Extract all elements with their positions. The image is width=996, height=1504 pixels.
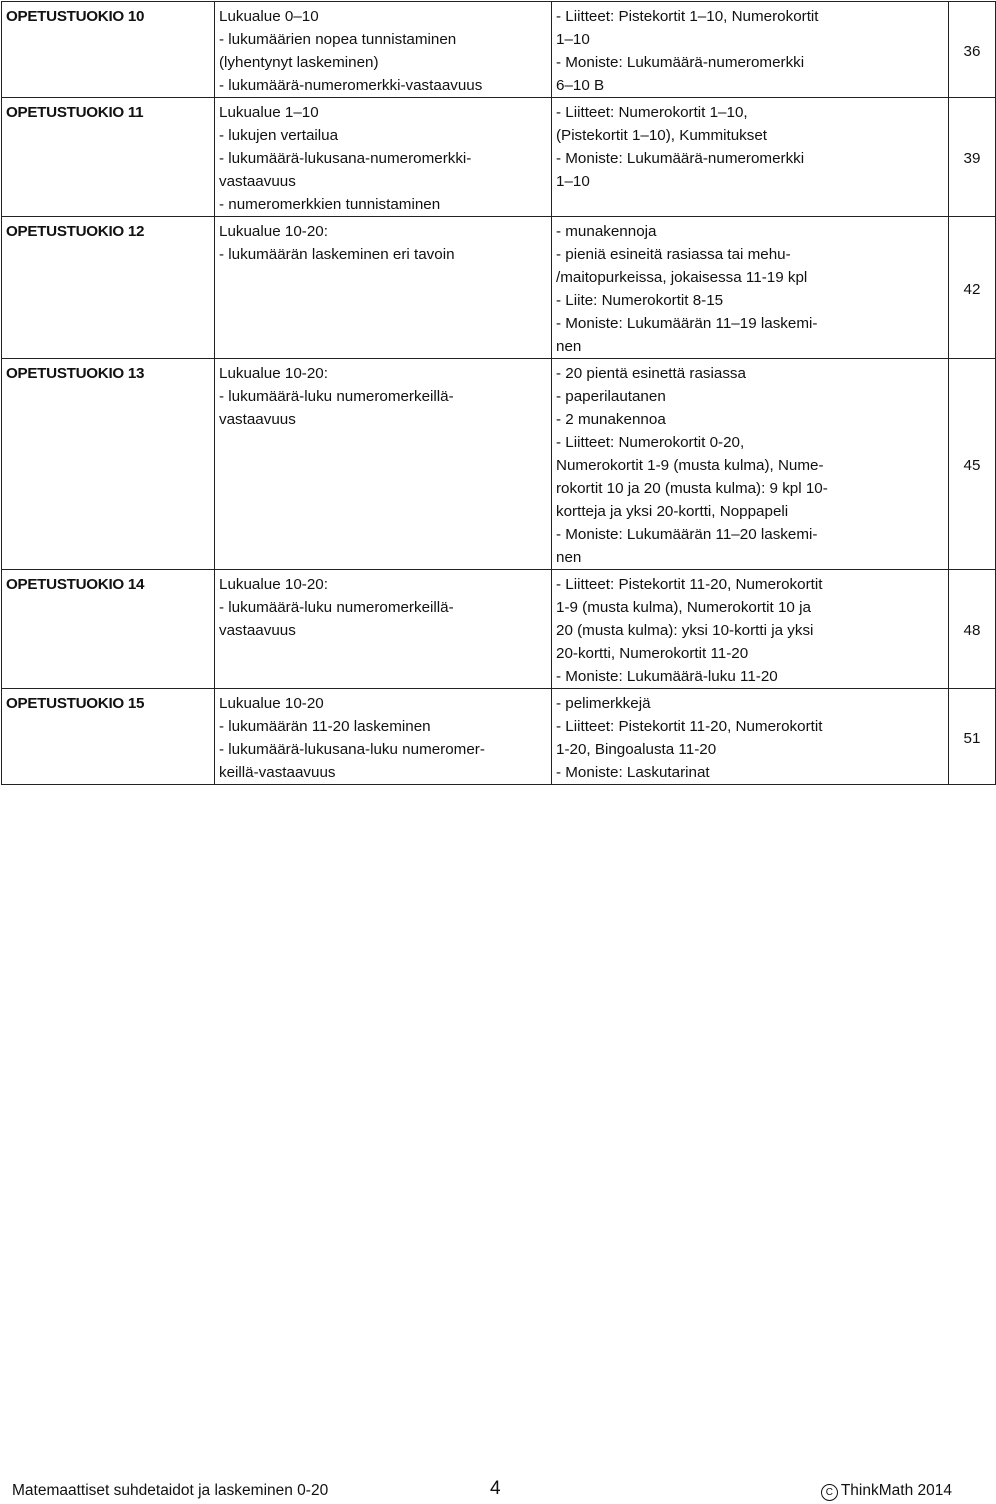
lesson-page-number: 51 bbox=[949, 689, 996, 785]
lesson-materials-line: - Liitteet: Numerokortit 1–10, bbox=[556, 104, 748, 121]
lesson-materials-line: kortteja ja yksi 20-kortti, Noppapeli bbox=[556, 503, 789, 520]
lesson-materials-line: - munakennoja bbox=[556, 223, 657, 240]
footer-title: Matemaattiset suhdetaidot ja laskeminen 0-20 bbox=[12, 1482, 329, 1499]
lesson-topic bbox=[215, 359, 552, 570]
lesson-materials-line: - Liitteet: Pistekortit 11-20, Numerokortit bbox=[556, 718, 823, 735]
lesson-topic-line: Lukualue 1–10 bbox=[219, 104, 319, 121]
lesson-materials-line: Numerokortit 1-9 (musta kulma), Nume- bbox=[556, 457, 824, 474]
lesson-materials-line: - Liitteet: Pistekortit 1–10, Numerokortit bbox=[556, 8, 819, 25]
lesson-materials-line: 1-9 (musta kulma), Numerokortit 10 ja bbox=[556, 599, 811, 616]
lesson-topic-line: Lukualue 0–10 bbox=[219, 8, 319, 25]
lesson-materials-line: /maitopurkeissa, jokaisessa 11-19 kpl bbox=[556, 269, 808, 286]
lesson-unit: OPETUSTUOKIO 11 bbox=[2, 98, 215, 217]
contents-table bbox=[1, 1, 996, 785]
lesson-materials-line: - Moniste: Lukumäärä-luku 11-20 bbox=[556, 668, 778, 685]
lesson-materials-line: - pieniä esineitä rasiassa tai mehu- bbox=[556, 246, 791, 263]
lesson-topic bbox=[215, 217, 552, 359]
lesson-topic-line: - numeromerkkien tunnistaminen bbox=[219, 196, 441, 213]
lesson-row bbox=[2, 217, 996, 359]
lesson-materials bbox=[552, 359, 949, 570]
lesson-row bbox=[2, 98, 996, 217]
lesson-topic-line: - lukumäärän laskeminen eri tavoin bbox=[219, 246, 455, 263]
lesson-topic-line: - lukumäärä-lukusana-numeromerkki- bbox=[219, 150, 472, 167]
footer-copyright-text: ThinkMath 2014 bbox=[840, 1482, 952, 1499]
lesson-materials-line: (Pistekortit 1–10), Kummitukset bbox=[556, 127, 768, 144]
page-footer bbox=[12, 1478, 952, 1504]
lesson-row bbox=[2, 689, 996, 785]
lesson-materials-line: rokortit 10 ja 20 (musta kulma): 9 kpl 10- bbox=[556, 480, 828, 497]
lesson-row bbox=[2, 359, 996, 570]
lesson-unit: OPETUSTUOKIO 13 bbox=[2, 359, 215, 570]
lesson-topic-line: Lukualue 10-20: bbox=[219, 576, 328, 593]
lesson-topic bbox=[215, 689, 552, 785]
copyright-icon: C bbox=[821, 1484, 838, 1501]
lesson-materials-line: 1-20, Bingoalusta 11-20 bbox=[556, 741, 717, 758]
lesson-topic bbox=[215, 98, 552, 217]
lesson-topic-line: keillä-vastaavuus bbox=[219, 764, 336, 781]
lesson-materials-line: - Moniste: Lukumäärä-numeromerkki bbox=[556, 150, 805, 167]
lesson-topic-line: - lukumäärä-lukusana-luku numeromer- bbox=[219, 741, 485, 758]
lesson-topic-line: Lukualue 10-20: bbox=[219, 365, 328, 382]
lesson-topic-line: - lukumäärän 11-20 laskeminen bbox=[219, 718, 431, 735]
lesson-materials-line: nen bbox=[556, 338, 582, 355]
lesson-materials bbox=[552, 98, 949, 217]
lesson-materials-line: - Moniste: Lukumäärä-numeromerkki bbox=[556, 54, 805, 71]
lesson-materials bbox=[552, 570, 949, 689]
lesson-materials-line: 20-kortti, Numerokortit 11-20 bbox=[556, 645, 749, 662]
lesson-topic-line: vastaavuus bbox=[219, 622, 296, 639]
lesson-topic-line: Lukualue 10-20 bbox=[219, 695, 324, 712]
lesson-topic bbox=[215, 570, 552, 689]
lesson-unit: OPETUSTUOKIO 10 bbox=[2, 2, 215, 98]
lesson-materials-line: - 20 pientä esinettä rasiassa bbox=[556, 365, 746, 382]
lesson-materials-line: 1–10 bbox=[556, 173, 590, 190]
footer-page-number: 4 bbox=[490, 1478, 501, 1499]
lesson-unit: OPETUSTUOKIO 14 bbox=[2, 570, 215, 689]
lesson-materials bbox=[552, 217, 949, 359]
lesson-materials-line: nen bbox=[556, 549, 582, 566]
lesson-topic bbox=[215, 2, 552, 98]
lesson-materials-line: - Moniste: Laskutarinat bbox=[556, 764, 710, 781]
lesson-materials-line: - Moniste: Lukumäärän 11–20 laskemi- bbox=[556, 526, 818, 543]
lesson-topic-line: Lukualue 10-20: bbox=[219, 223, 328, 240]
lesson-topic-line: vastaavuus bbox=[219, 411, 296, 428]
lesson-topic-line: (lyhentynyt laskeminen) bbox=[219, 54, 379, 71]
lesson-topic-line: - lukumäärä-numeromerkki-vastaavuus bbox=[219, 77, 483, 94]
footer-copyright bbox=[821, 1482, 952, 1501]
lesson-topic-line: vastaavuus bbox=[219, 173, 296, 190]
lesson-page-number: 39 bbox=[949, 98, 996, 217]
lesson-topic-line: - lukujen vertailua bbox=[219, 127, 339, 144]
lesson-materials-line: - Liitteet: Pistekortit 11-20, Numerokortit bbox=[556, 576, 823, 593]
lesson-materials-line: - Liite: Numerokortit 8-15 bbox=[556, 292, 724, 309]
lesson-unit: OPETUSTUOKIO 12 bbox=[2, 217, 215, 359]
lesson-topic-line: - lukumäärä-luku numeromerkeillä- bbox=[219, 599, 454, 616]
lesson-materials-line: 20 (musta kulma): yksi 10-kortti ja yksi bbox=[556, 622, 814, 639]
lesson-materials-line: 6–10 B bbox=[556, 77, 605, 94]
lesson-unit: OPETUSTUOKIO 15 bbox=[2, 689, 215, 785]
lesson-page-number: 45 bbox=[949, 359, 996, 570]
lesson-row bbox=[2, 2, 996, 98]
lesson-topic-line: - lukumäärien nopea tunnistaminen bbox=[219, 31, 457, 48]
lesson-materials bbox=[552, 689, 949, 785]
lesson-topic-line: - lukumäärä-luku numeromerkeillä- bbox=[219, 388, 454, 405]
lesson-materials-line: - Liitteet: Numerokortit 0-20, bbox=[556, 434, 745, 451]
lesson-materials bbox=[552, 2, 949, 98]
lesson-materials-line: - pelimerkkejä bbox=[556, 695, 651, 712]
lesson-materials-line: - paperilautanen bbox=[556, 388, 666, 405]
lesson-materials-line: - Moniste: Lukumäärän 11–19 laskemi- bbox=[556, 315, 818, 332]
lesson-materials-line: 1–10 bbox=[556, 31, 590, 48]
lesson-page-number: 36 bbox=[949, 2, 996, 98]
contents-table-body bbox=[2, 2, 996, 785]
lesson-row bbox=[2, 570, 996, 689]
lesson-page-number: 48 bbox=[949, 570, 996, 689]
lesson-materials-line: - 2 munakennoa bbox=[556, 411, 666, 428]
lesson-page-number: 42 bbox=[949, 217, 996, 359]
